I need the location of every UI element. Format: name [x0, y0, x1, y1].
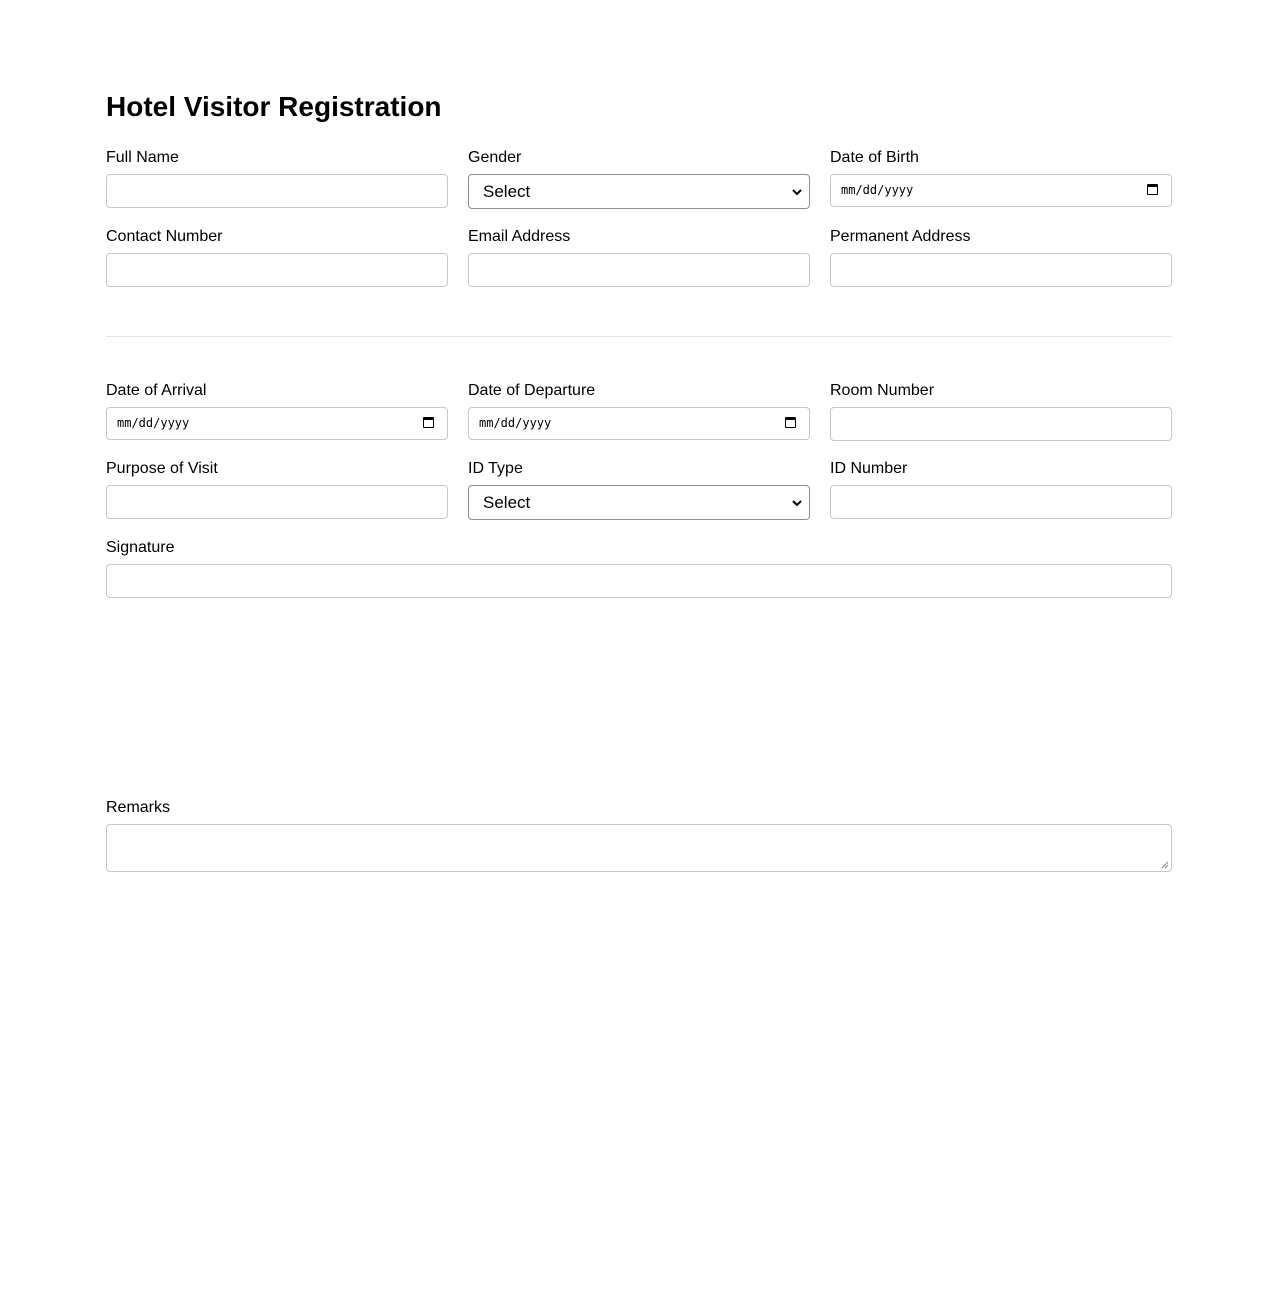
- id-number-input[interactable]: [830, 485, 1172, 519]
- signature-input[interactable]: [106, 564, 1172, 598]
- purpose-of-visit-input[interactable]: [106, 485, 448, 519]
- date-of-arrival-label: Date of Arrival: [106, 382, 207, 399]
- date-of-departure-input[interactable]: [468, 407, 810, 440]
- id-number-label: ID Number: [830, 460, 908, 477]
- email-address-label: Email Address: [468, 228, 571, 245]
- room-number-group: [830, 382, 1172, 400]
- date-of-arrival-placeholder: mm/dd/yyyy: [117, 416, 190, 430]
- remarks-group: [106, 799, 1172, 817]
- full-name-label: Full Name: [106, 149, 179, 166]
- calendar-icon[interactable]: [423, 417, 434, 428]
- date-of-birth-group: [830, 149, 1172, 197]
- date-of-departure-label: Date of Departure: [468, 382, 596, 399]
- permanent-address-input[interactable]: [830, 253, 1172, 287]
- id-number-group: [830, 460, 1172, 478]
- contact-number-group: [106, 228, 448, 246]
- contact-number-label: Contact Number: [106, 228, 223, 245]
- gender-select[interactable]: [468, 174, 810, 209]
- chevron-down-icon: [791, 186, 803, 198]
- signature-group: [106, 539, 1172, 557]
- page-title: Hotel Visitor Registration: [106, 91, 442, 122]
- date-of-birth-label: Date of Birth: [830, 149, 919, 166]
- purpose-of-visit-group: [106, 460, 448, 478]
- id-type-select[interactable]: [468, 485, 810, 520]
- date-of-arrival-input[interactable]: [106, 407, 448, 440]
- gender-group: [468, 149, 810, 201]
- signature-label: Signature: [106, 539, 175, 556]
- room-number-input[interactable]: [830, 407, 1172, 441]
- permanent-address-group: [830, 228, 1172, 246]
- date-of-departure-group: [468, 382, 810, 430]
- calendar-icon[interactable]: [1147, 184, 1158, 195]
- id-type-group: [468, 460, 810, 512]
- gender-label: Gender: [468, 149, 522, 166]
- section-divider: [106, 336, 1172, 337]
- full-name-input[interactable]: [106, 174, 448, 208]
- email-address-group: [468, 228, 810, 246]
- room-number-label: Room Number: [830, 382, 935, 399]
- remarks-label: Remarks: [106, 799, 171, 816]
- full-name-group: [106, 149, 448, 167]
- resize-grip-icon[interactable]: [1161, 861, 1169, 869]
- email-address-input[interactable]: [468, 253, 810, 287]
- permanent-address-label: Permanent Address: [830, 228, 971, 245]
- id-type-select-value: Select: [483, 493, 531, 512]
- date-of-birth-placeholder: mm/dd/yyyy: [841, 183, 914, 197]
- gender-select-value: Select: [483, 182, 531, 201]
- date-of-departure-placeholder: mm/dd/yyyy: [479, 416, 552, 430]
- purpose-of-visit-label: Purpose of Visit: [106, 460, 218, 477]
- date-of-birth-input[interactable]: [830, 174, 1172, 207]
- remarks-textarea[interactable]: [106, 824, 1172, 872]
- id-type-label: ID Type: [468, 460, 523, 477]
- chevron-down-icon: [791, 497, 803, 509]
- date-of-arrival-group: [106, 382, 448, 430]
- contact-number-input[interactable]: [106, 253, 448, 287]
- calendar-icon[interactable]: [785, 417, 796, 428]
